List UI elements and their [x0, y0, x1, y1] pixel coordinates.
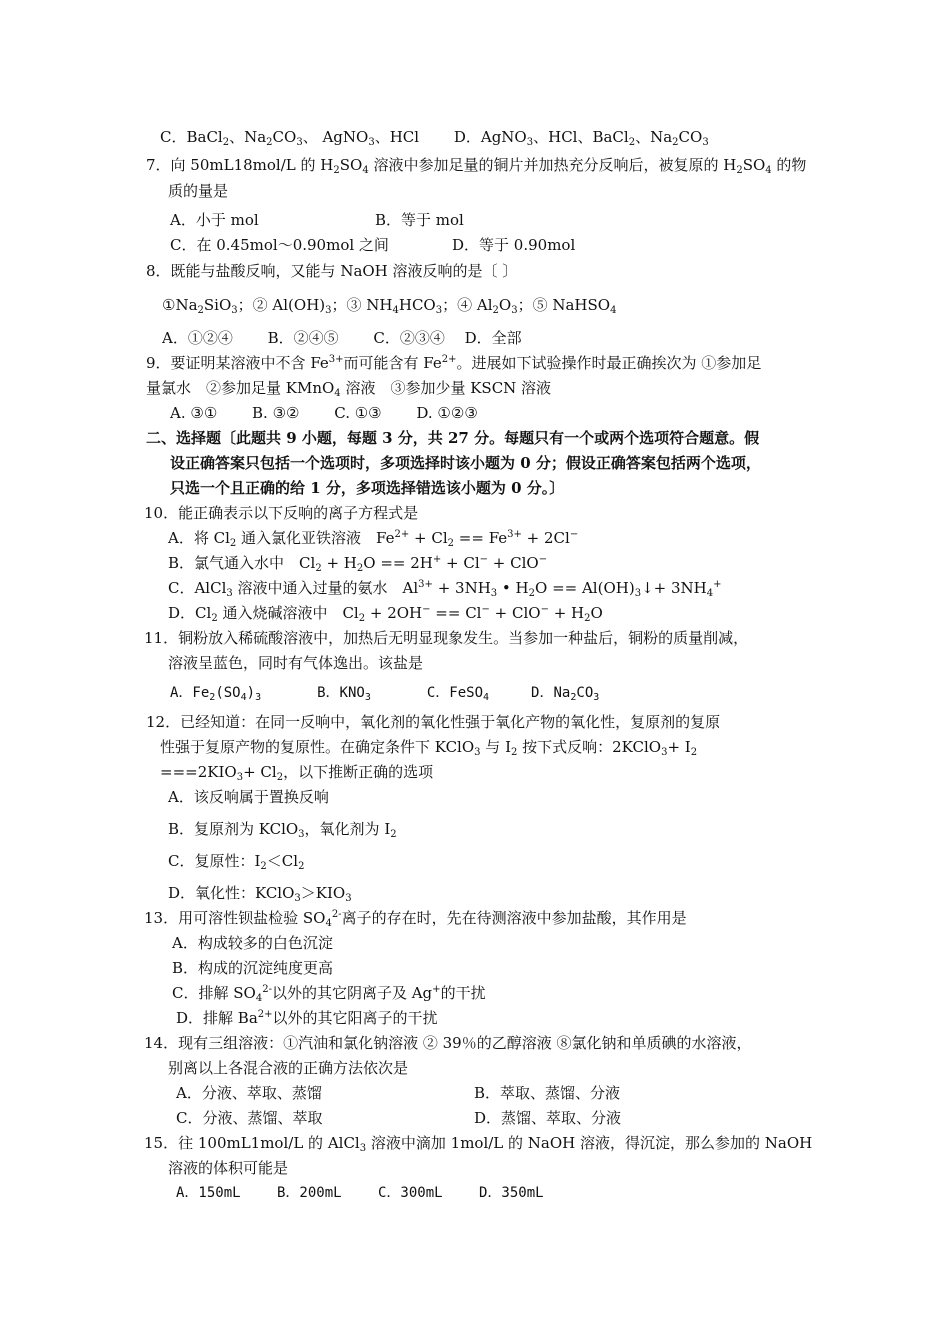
q13-option-c: C．排解 $SO_4^{2-}$以外的其它阴离子及 Ag+的干扰	[172, 984, 486, 1004]
q13-option-a: A．构成较多的白色沉淀	[172, 934, 333, 952]
q12-option-d: D．氧化性：$KClO_3>KIO_3$	[168, 884, 352, 904]
q10-option-a: A．将 $Cl_2$ 通入氯化亚铁溶液 $Fe^{2+} + Cl_2 == Fe^{3+} + 2Cl^-$	[168, 529, 579, 549]
section-2-heading: 二、选择题〔此题共 9 小题，每题 3 分，共 27 分。每题只有一个或两个选项符合题意。假	[146, 429, 760, 447]
section-2-heading-cont1: 设正确答案只包括一个选项时，多项选择时该小题为 0 分；假设正确答案包括两个选项，	[170, 454, 761, 472]
q10-option-c: C．AlCl$_3$ 溶液中通入过量的氨水 $Al^{3+} + 3NH_3$ • $H_2O$ == $Al(OH)_3↓+ 3NH_4^+$	[168, 579, 722, 599]
q12-stem-cont2: $===2KIO_3+ Cl_2$，以下推断正确的选项	[160, 763, 434, 783]
q12-option-b: B．复原剂为 KClO$_3$，氧化剂为 $I_2$	[168, 820, 397, 840]
q13-option-d: D．排解 $Ba^{2+}$以外的其它阳离子的干扰	[176, 1009, 438, 1027]
q13-option-b: B．构成的沉淀纯度更高	[172, 959, 334, 977]
q10-option-b: B．氯气通入水中 $Cl_2 + H_2O == 2H^+ + Cl^- + ClO^-$	[168, 554, 548, 574]
q9-stem: 9．要证明某溶液中不含 $Fe^{3+}$而可能含有 $Fe^{2+}$。进展如下试验操作时最正确挨次为 ①参加足	[146, 354, 762, 372]
q14-option-b: B．萃取、蒸馏、分液	[474, 1084, 621, 1102]
q12-option-c: C．复原性：$I_2<Cl_2$	[168, 852, 305, 872]
q11-options: A．$Fe_2(SO_4)_3$ B．$KNO_3$ C．FeSO$_4$ D．$Na_2CO_3$	[170, 685, 600, 703]
q7-stem: 7．向 50mL18mol/L 的 $H_2SO_4$ 溶液中参加足量的铜片并加热充分反响后，被复原的 $H_2SO_4$ 的物	[146, 156, 807, 176]
q13-stem: 13．用可溶性钡盐检验 $SO_4^{2-}$离子的存在时，先在待测溶液中参加盐酸，其作用是	[144, 909, 687, 929]
q7-stem-cont: 质的量是	[168, 182, 229, 200]
q11-stem: 11．铜粉放入稀硫酸溶液中，加热后无明显现象发生。当参加一种盐后，铜粉的质量削减，	[144, 629, 749, 647]
q10-stem: 10．能正确表示以下反响的离子方程式是	[144, 504, 419, 522]
q15-stem-cont: 溶液的体积可能是	[168, 1159, 289, 1177]
q7-option-d: D．等于 0.90mol	[452, 236, 576, 254]
q8-stem: 8．既能与盐酸反响，又能与 NaOH 溶液反响的是〔 〕	[146, 262, 518, 280]
q12-option-a: A．该反响属于置换反响	[168, 788, 329, 806]
q7-option-b: B．等于 mol	[375, 211, 464, 229]
section-2-heading-cont2: 只选一个且正确的给 1 分，多项选择错选该小题为 0 分。〕	[170, 479, 565, 497]
q6-options-cd: C．BaCl$_2$、$Na_2CO_3$、 AgNO$_3$、HCl D．AgNO$_3$、HCl、BaCl$_2$、$Na_2CO_3$	[160, 128, 709, 148]
q14-stem-cont: 别离以上各混合液的正确方法依次是	[168, 1059, 409, 1077]
q7-option-c: C．在 0.45mol～0.90mol 之间	[170, 236, 389, 254]
q12-stem: 12．已经知道：在同一反响中，氧化剂的氧化性强于氧化产物的氧化性，复原剂的复原	[146, 713, 721, 731]
q8-substances: $①Na_2SiO_3$；② $Al(OH)_3$；③ $NH_4HCO_3$；④ $Al_2O_3$；⑤ NaHSO$_4$	[162, 296, 617, 316]
q9-options: A. ③① B. ③② C. ①③ D. ①②③	[170, 404, 478, 422]
q14-option-a: A．分液、萃取、蒸馏	[176, 1084, 322, 1102]
q14-option-c: C．分液、蒸馏、萃取	[176, 1109, 323, 1127]
q8-options: A．①②④ B．②④⑤ C．②③④ D．全部	[162, 329, 522, 347]
q15-options: A．150mL B．200mL C．300mL D．350mL	[176, 1185, 544, 1201]
q9-stem-cont: 量氯水 ②参加足量 KMnO$_4$ 溶液 ③参加少量 KSCN 溶液	[146, 379, 552, 399]
q10-option-d: D．$Cl_2$ 通入烧碱溶液中 $Cl_2 + 2OH^- == Cl^- + ClO^- + H_2O$	[168, 604, 603, 624]
q14-option-d: D．蒸馏、萃取、分液	[474, 1109, 622, 1127]
q11-stem-cont: 溶液呈蓝色，同时有气体逸出。该盐是	[168, 654, 424, 672]
q7-option-a: A．小于 mol	[170, 211, 259, 229]
q12-stem-cont1: 性强于复原产物的复原性。在确定条件下 KClO$_3$ 与 $I_2$ 按下式反响：2KClO$_3$+ $I_2$	[160, 738, 698, 758]
q14-stem: 14．现有三组溶液：①汽油和氯化钠溶液 ② 39％的乙醇溶液 ⑧氯化钠和单质碘的水溶液，	[144, 1034, 752, 1052]
q15-stem: 15．往 100mL1mol/L 的 AlCl$_3$ 溶液中滴加 1mol/L 的 NaOH 溶液，得沉淀，那么参加的 NaOH	[144, 1134, 813, 1154]
